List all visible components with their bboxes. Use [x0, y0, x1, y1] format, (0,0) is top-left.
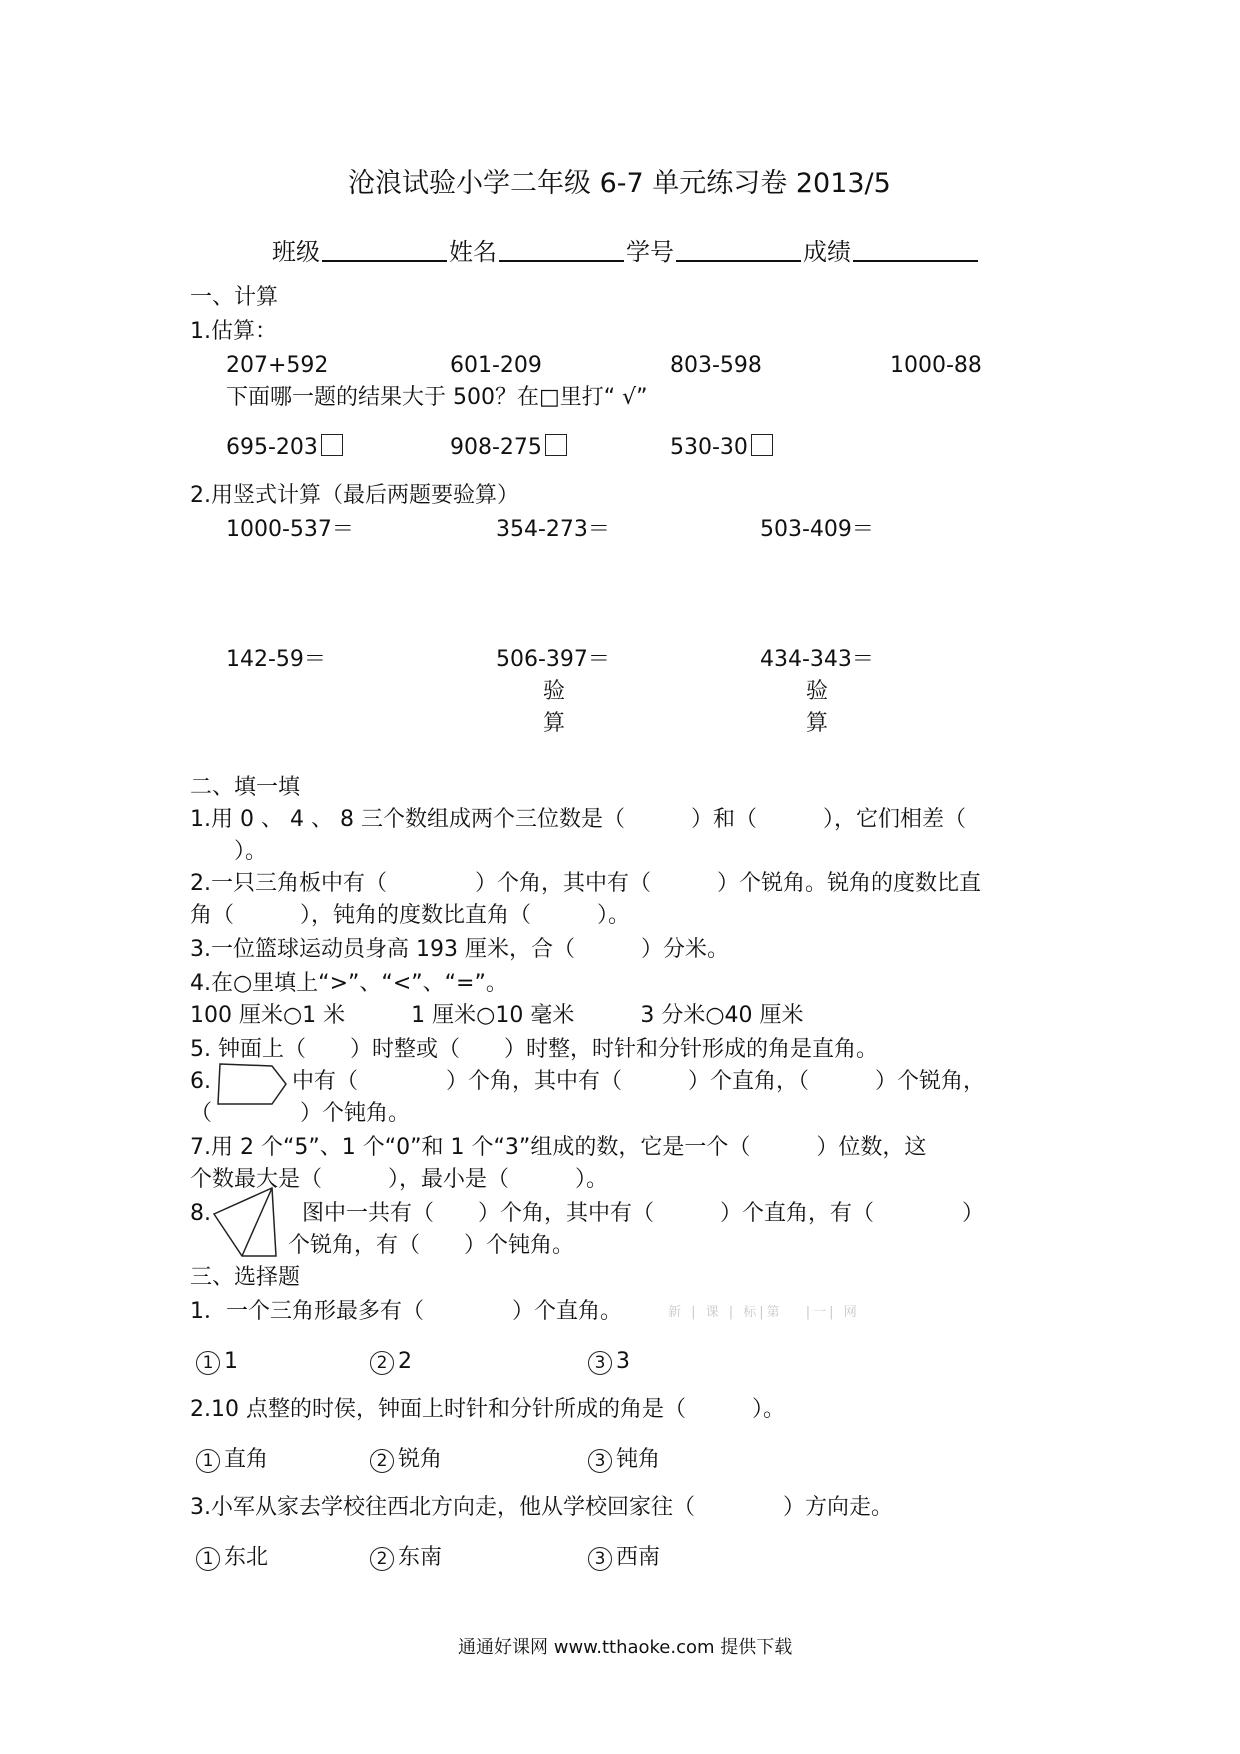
check-box-1[interactable]: [321, 434, 343, 456]
fill-q4-items: 100 厘米○1 米 1 厘米○10 毫米 3 分米○40 厘米: [190, 1003, 804, 1028]
q2-label: 2.用竖式计算（最后两题要验算）: [190, 483, 519, 508]
option-text: 锐角: [398, 1447, 443, 1472]
option-text: 东南: [398, 1545, 443, 1570]
verify-char-b1: 验: [806, 679, 829, 704]
fill-q4-instruction: 4.在○里填上“>”、“<”、“=”。: [190, 971, 508, 996]
option-text: 直角: [224, 1447, 269, 1472]
option-number-badge: 1: [196, 1351, 220, 1375]
name-label: 姓名: [449, 238, 497, 266]
score-label: 成绩: [803, 238, 851, 266]
fill-q8-number: 8.: [190, 1201, 211, 1226]
verify-char-a1: 验: [543, 679, 566, 704]
name-blank[interactable]: [499, 236, 624, 262]
fill-q5: 5. 钟面上（ ）时整或（ ）时整，时针和分针形成的角是直角。: [190, 1037, 878, 1062]
choice-q3-option-3[interactable]: [588, 1544, 660, 1572]
fill-q7-line1: 7.用 2 个“5”、1 个“0”和 1 个“3”组成的数，它是一个（ ）位数，这: [190, 1135, 927, 1160]
vertical-calc-6: 434-343＝: [760, 647, 874, 672]
section1-heading: 一、计算: [190, 285, 279, 310]
check-item-1-expr: 695-203: [226, 435, 318, 460]
check-item-1: [226, 434, 343, 462]
student-number-blank[interactable]: [676, 236, 801, 262]
student-info-row: [272, 236, 980, 266]
q1-label: 1.估算：: [190, 319, 277, 344]
fill-q8-line1: 图中一共有（ ）个角，其中有（ ）个直角，有（ ）: [302, 1201, 985, 1226]
choice-q2-option-1[interactable]: [196, 1446, 268, 1474]
option-text: 3: [616, 1349, 630, 1374]
check-item-2-expr: 908-275: [450, 435, 542, 460]
triangle-figure-icon: [212, 1186, 278, 1258]
choice-q2-text: 2.10 点整的时侯，钟面上时针和分针所成的角是（ ）。: [190, 1397, 785, 1422]
fill-q7-line2: 个数最大是（ ），最小是（ ）。: [190, 1167, 609, 1192]
fill-q1-line2: ）。: [190, 839, 268, 864]
vertical-calc-2: 354-273＝: [496, 517, 610, 542]
choice-q3-option-2[interactable]: [370, 1544, 442, 1572]
class-label: 班级: [272, 238, 320, 266]
option-text: 1: [224, 1349, 238, 1374]
option-number-badge: 2: [370, 1547, 394, 1571]
option-number-badge: 3: [588, 1449, 612, 1473]
choice-q1-option-1[interactable]: [196, 1348, 238, 1376]
vertical-calc-1: 1000-537＝: [226, 517, 354, 542]
fill-q3: 3.一位篮球运动员身高 193 厘米，合（ ）分米。: [190, 937, 729, 962]
section2-heading: 二、填一填: [190, 775, 301, 800]
check-item-3: [670, 434, 773, 462]
choice-q1-option-3[interactable]: [588, 1348, 630, 1376]
fill-q6-number: 6.: [190, 1069, 211, 1094]
option-number-badge: 1: [196, 1547, 220, 1571]
option-text: 西南: [616, 1545, 661, 1570]
student-number-label: 学号: [626, 238, 674, 266]
option-text: 2: [398, 1349, 412, 1374]
fill-q6-line1: 中有（ ）个角，其中有（ ）个直角，（ ）个锐角，: [292, 1069, 986, 1094]
verify-char-a2: 算: [543, 711, 566, 736]
option-number-badge: 3: [588, 1547, 612, 1571]
fill-q2-line2: 角（ ），钝角的度数比直角（ ）。: [190, 903, 631, 928]
choice-q3-text: 3.小军从家去学校往西北方向走，他从学校回家往（ ）方向走。: [190, 1495, 893, 1520]
choice-q1-text: 1．一个三角形最多有（ ）个直角。: [190, 1299, 622, 1324]
check-box-2[interactable]: [545, 434, 567, 456]
verify-char-b2: 算: [806, 711, 829, 736]
check-item-2: [450, 434, 567, 462]
fill-q8-line2: 个锐角，有（ ）个钝角。: [288, 1233, 575, 1258]
estimate-expr-3: 803-598: [670, 353, 762, 378]
choice-q2-option-3[interactable]: [588, 1446, 660, 1474]
option-text: 钝角: [616, 1447, 661, 1472]
fill-q1-line1: 1.用 0 、 4 、 8 三个数组成两个三位数是（ ）和（ ），它们相差（: [190, 807, 966, 832]
class-blank[interactable]: [322, 236, 447, 262]
check-item-3-expr: 530-30: [670, 435, 748, 460]
option-number-badge: 2: [370, 1449, 394, 1473]
fill-q2-line1: 2.一只三角板中有（ ）个角，其中有（ ）个锐角。锐角的度数比直: [190, 871, 981, 896]
option-text: 东北: [224, 1545, 269, 1570]
choice-q3-option-1[interactable]: [196, 1544, 268, 1572]
section3-heading: 三、选择题: [190, 1265, 301, 1290]
score-blank[interactable]: [853, 236, 978, 262]
vertical-calc-5: 506-397＝: [496, 647, 610, 672]
page-title: 沧浪试验小学二年级 6-7 单元练习卷 2013/5: [348, 168, 891, 199]
option-number-badge: 3: [588, 1351, 612, 1375]
footer-text: 通通好课网 www.tthaoke.com 提供下载: [458, 1637, 793, 1658]
estimate-expr-4: 1000-88: [890, 353, 982, 378]
option-number-badge: 1: [196, 1449, 220, 1473]
vertical-calc-4: 142-59＝: [226, 647, 326, 672]
choice-q2-option-2[interactable]: [370, 1446, 442, 1474]
watermark-text: 新 | 课 | 标|第 |一| 网: [668, 1305, 860, 1320]
check-box-3[interactable]: [751, 434, 773, 456]
vertical-calc-3: 503-409＝: [760, 517, 874, 542]
fill-q6-line2: （ ）个钝角。: [190, 1101, 411, 1126]
q1-instruction: 下面哪一题的结果大于 500？在□里打“ √”: [226, 385, 648, 410]
estimate-expr-1: 207+592: [226, 353, 329, 378]
estimate-expr-2: 601-209: [450, 353, 542, 378]
choice-q1-option-2[interactable]: [370, 1348, 412, 1376]
option-number-badge: 2: [370, 1351, 394, 1375]
